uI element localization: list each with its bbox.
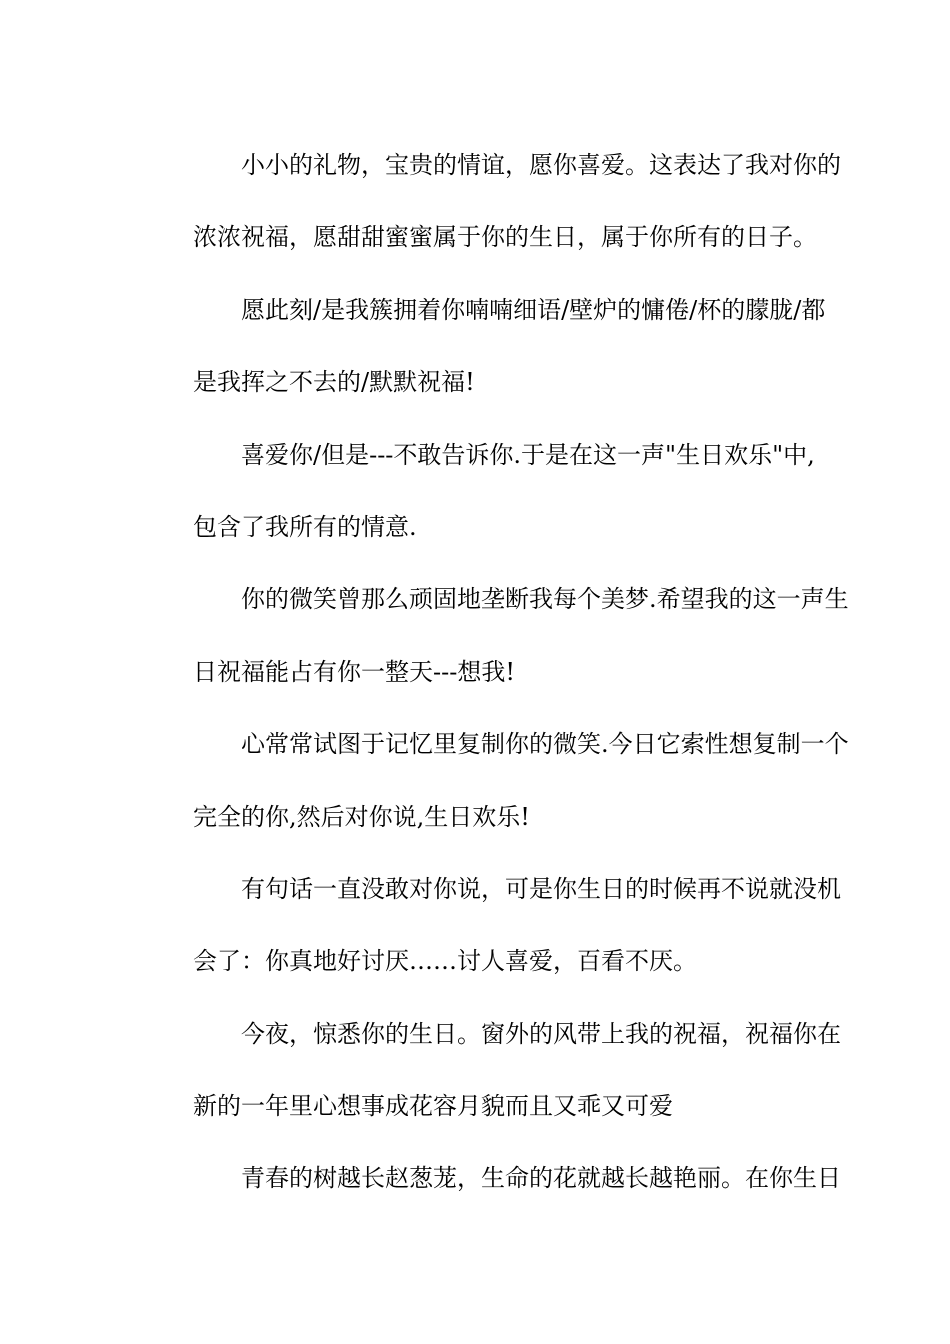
paragraph-line: 有句话一直没敢对你说，可是你生日的时候再不说就没机 bbox=[241, 874, 841, 903]
paragraph-line: 完全的你,然后对你说,生日欢乐! bbox=[193, 802, 530, 831]
paragraph-4 bbox=[145, 563, 849, 708]
paragraph-6 bbox=[145, 853, 841, 998]
paragraph-line: 包含了我所有的情意. bbox=[193, 512, 417, 541]
paragraph-line: 喜爱你/但是---不敢告诉你.于是在这一声"生日欢乐"中, bbox=[241, 440, 815, 469]
paragraph-line: 会了：你真地好讨厌……讨人喜爱，百看不厌。 bbox=[193, 947, 697, 976]
document-body bbox=[145, 129, 849, 1215]
paragraph-5 bbox=[145, 708, 849, 853]
paragraph-2 bbox=[145, 274, 826, 419]
paragraph-line: 愿此刻/是我簇拥着你喃喃细语/壁炉的慵倦/杯的朦胧/都 bbox=[241, 295, 826, 324]
paragraph-1 bbox=[145, 129, 841, 274]
paragraph-line: 你的微笑曾那么顽固地垄断我每个美梦.希望我的这一声生 bbox=[241, 585, 849, 614]
paragraph-3 bbox=[145, 419, 815, 564]
paragraph-8 bbox=[145, 1142, 841, 1214]
paragraph-line: 青春的树越长赵葱茏，生命的花就越长越艳丽。在你生日 bbox=[241, 1164, 841, 1193]
paragraph-line: 心常常试图于记忆里复制你的微笑.今日它索性想复制一个 bbox=[241, 730, 849, 759]
paragraph-line: 是我挥之不去的/默默祝福! bbox=[193, 368, 475, 397]
paragraph-line: 日祝福能占有你一整天---想我! bbox=[193, 657, 515, 686]
paragraph-line: 浓浓祝福，愿甜甜蜜蜜属于你的生日，属于你所有的日子。 bbox=[193, 223, 817, 252]
paragraph-line: 小小的礼物，宝贵的情谊，愿你喜爱。这表达了我对你的 bbox=[241, 151, 841, 179]
paragraph-line: 今夜，惊悉你的生日。窗外的风带上我的祝福，祝福你在 bbox=[241, 1019, 841, 1048]
paragraph-line: 新的一年里心想事成花容月貌而且又乖又可爱 bbox=[193, 1092, 673, 1121]
paragraph-7 bbox=[145, 998, 841, 1143]
